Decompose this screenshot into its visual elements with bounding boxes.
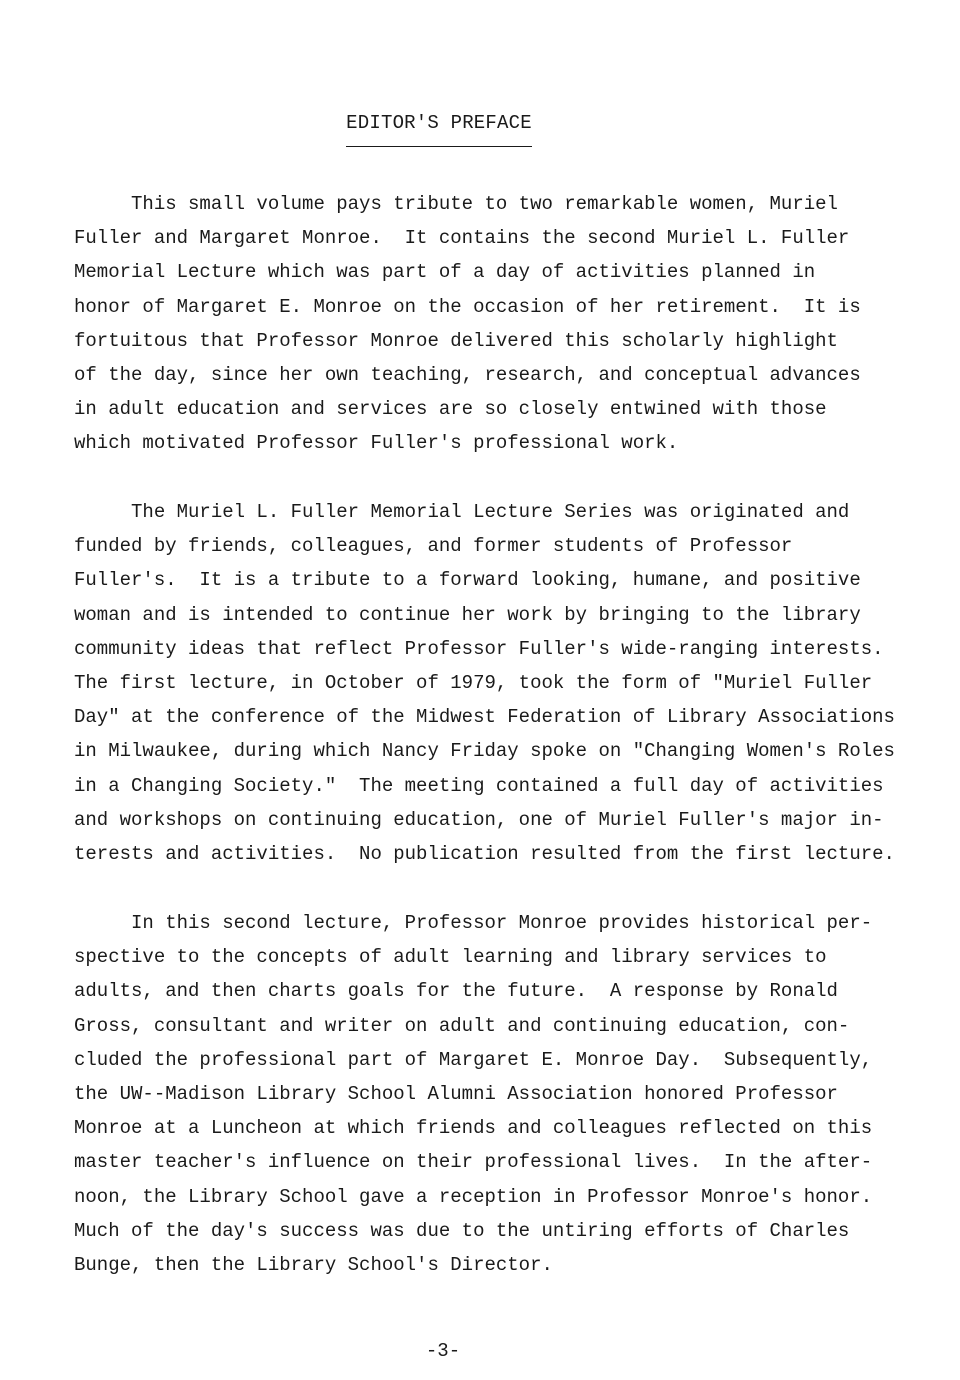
text-line: In this second lecture, Professor Monroe provides historical per- — [74, 912, 873, 934]
text-line: Much of the day's success was due to the untiring efforts of Charles — [74, 1219, 850, 1242]
paragraph-2 — [74, 495, 904, 871]
text-line: and workshops on continuing education, one of Muriel Fuller's major in- — [74, 808, 884, 831]
paragraph-1 — [74, 187, 904, 461]
text-line: community ideas that reflect Professor Fuller's wide-ranging interests. — [74, 637, 884, 660]
page-number: -3- — [425, 1340, 461, 1362]
text-line: The Muriel L. Fuller Memorial Lecture Series was originated and — [74, 501, 850, 523]
text-line: woman and is intended to continue her work by bringing to the library — [74, 603, 861, 626]
text-line: spective to the concepts of adult learning and library services to — [74, 946, 827, 969]
paragraph-3 — [74, 906, 904, 1282]
text-line: in adult education and services are so closely entwined with those — [74, 398, 827, 421]
text-line: honor of Margaret E. Monroe on the occasion of her retirement. It is — [74, 295, 861, 318]
text-line: in Milwaukee, during which Nancy Friday spoke on "Changing Women's Roles — [74, 740, 895, 763]
text-line: fortuitous that Professor Monroe delivered this scholarly highlight — [74, 329, 838, 352]
text-line: cluded the professional part of Margaret E. Monroe Day. Subsequently, — [74, 1048, 873, 1071]
text-line: in a Changing Society." The meeting contained a full day of activities — [74, 774, 884, 797]
title-underline — [346, 146, 532, 147]
text-line: Memorial Lecture which was part of a day of activities planned in — [74, 261, 816, 284]
text-line: This small volume pays tribute to two remarkable women, Muriel — [74, 193, 838, 215]
text-line: Fuller's. It is a tribute to a forward looking, humane, and positive — [74, 569, 861, 592]
text-line: which motivated Professor Fuller's professional work. — [74, 432, 679, 455]
page-title: EDITOR'S PREFACE — [346, 112, 532, 134]
text-line: Fuller and Margaret Monroe. It contains the second Muriel L. Fuller — [74, 227, 850, 250]
text-line: funded by friends, colleagues, and former students of Professor — [74, 535, 793, 558]
text-line: Monroe at a Luncheon at which friends and colleagues reflected on this — [74, 1117, 873, 1140]
text-line: master teacher's influence on their professional lives. In the after- — [74, 1151, 873, 1174]
text-line: The first lecture, in October of 1979, took the form of "Muriel Fuller — [74, 672, 873, 695]
text-line: Gross, consultant and writer on adult and continuing education, con- — [74, 1014, 850, 1037]
text-line: the UW--Madison Library School Alumni Association honored Professor — [74, 1083, 838, 1106]
text-line: noon, the Library School gave a reception in Professor Monroe's honor. — [74, 1185, 873, 1208]
text-line: Bunge, then the Library School's Director. — [74, 1254, 553, 1277]
text-line: terests and activities. No publication resulted from the first lecture. — [74, 843, 895, 866]
text-line: Day" at the conference of the Midwest Federation of Library Associations — [74, 706, 895, 729]
text-line: of the day, since her own teaching, research, and conceptual advances — [74, 364, 861, 387]
text-line: adults, and then charts goals for the future. A response by Ronald — [74, 980, 838, 1003]
